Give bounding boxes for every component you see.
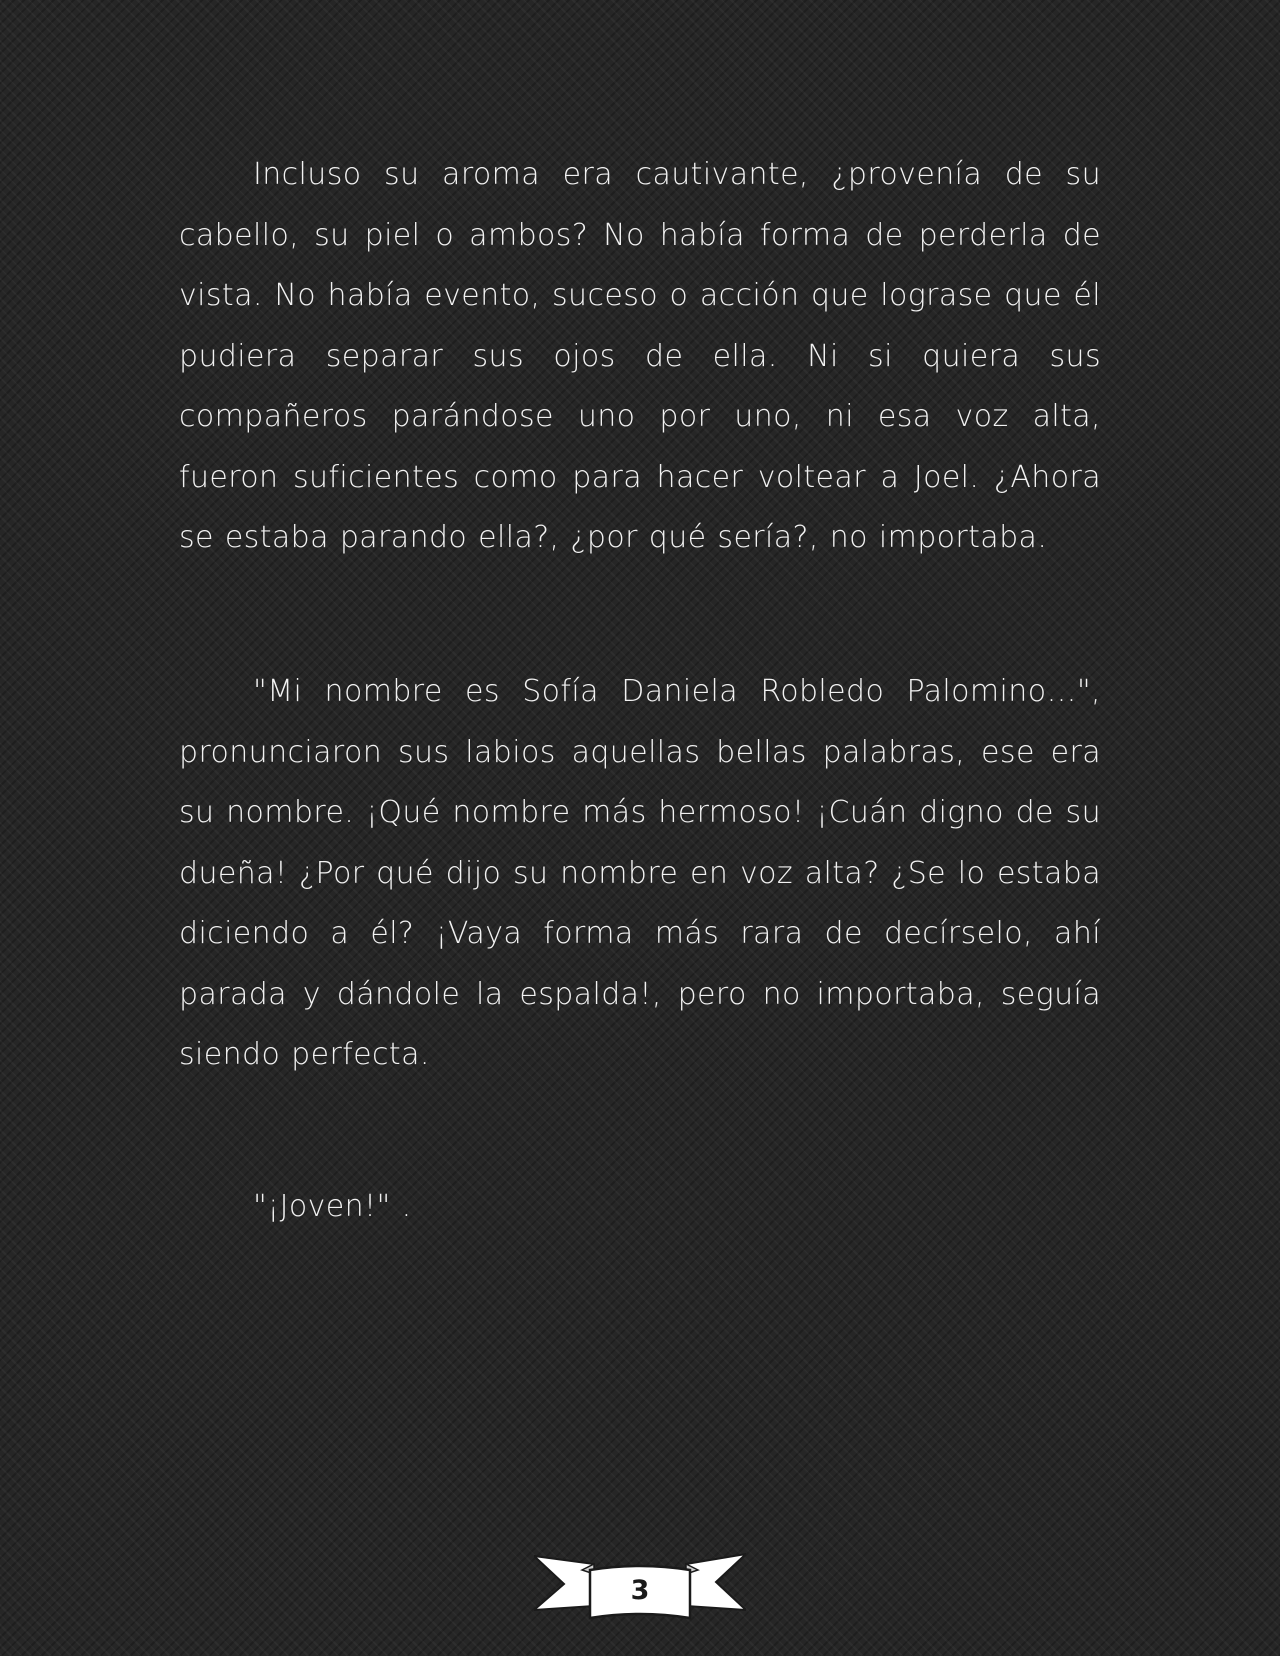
- paragraph-text: "¡Joven!" .: [253, 1189, 412, 1224]
- paragraph-2: [179, 662, 1101, 1086]
- paragraph-text: Incluso su aroma era cautivante, ¿provenía de su cabello, su piel o ambos? No había forma de perderla de vista. No había evento, suceso o acción que lograse que él pudiera separar sus ojos de ella. Ni si quiera sus compañeros parándose uno por uno, ni esa voz alta, fueron suficientes como para hacer voltear a Joel. ¿Ahora se estaba parando ella?, ¿por qué sería?, no importaba.: [179, 157, 1101, 555]
- ribbon-left-tail: [534, 1556, 594, 1610]
- page-number: 3: [630, 1574, 650, 1606]
- paragraph-3: [179, 1177, 1101, 1238]
- page-number-ribbon: [534, 1548, 746, 1628]
- paragraph-1: [179, 145, 1101, 569]
- paragraph-text: "Mi nombre es Sofía Daniela Robledo Palomino…", pronunciaron sus labios aquellas bellas palabras, ese era su nombre. ¡Qué nombre más hermoso! ¡Cuán digno de su dueña! ¿Por qué dijo su nombre en voz alta? ¿Se lo estaba diciendo a él? ¡Vaya forma más rara de decírselo, ahí parada y dándole la espalda!, pero no importaba, seguía siendo perfecta.: [179, 674, 1101, 1072]
- ribbon-right-tail: [686, 1554, 746, 1610]
